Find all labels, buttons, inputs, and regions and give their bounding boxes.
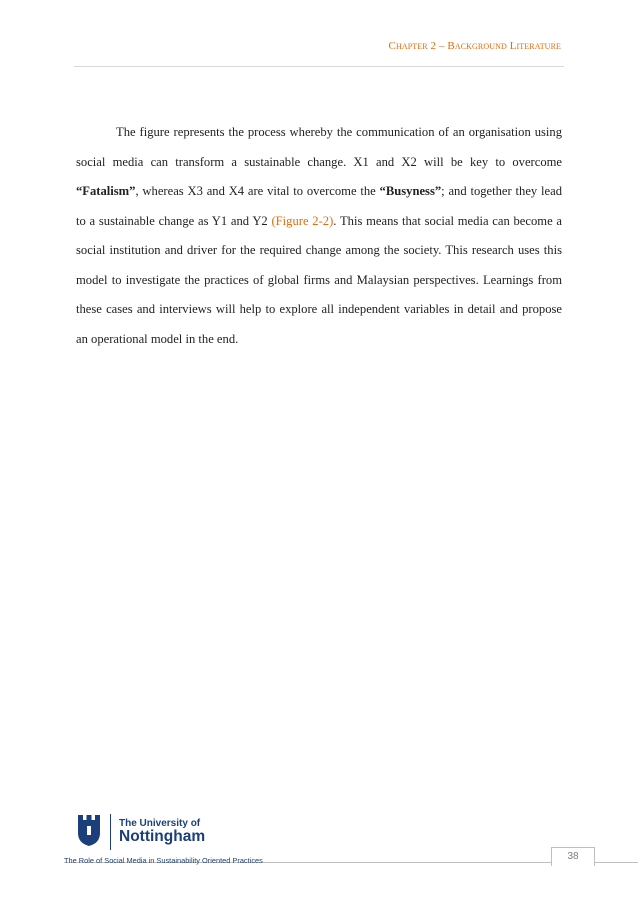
logo-line-2: Nottingham bbox=[119, 828, 206, 846]
logo-line-1: The University of bbox=[119, 817, 201, 829]
university-crest-icon bbox=[76, 813, 102, 852]
text-run-1: The figure represents the process whereby the communication of an organisation using social media can transform a sustainable change. X1 and X2 will be key to overcome bbox=[76, 125, 562, 169]
text-run-3: ; and together they lead to a sustainable change as Y1 and Y2 bbox=[76, 184, 562, 228]
thesis-title: The Role of Social Media in Sustainability Oriented Practices bbox=[64, 856, 263, 865]
body-paragraph bbox=[76, 118, 562, 354]
text-bold-busyness: “Busyness” bbox=[379, 184, 442, 198]
logo-divider bbox=[110, 814, 111, 850]
logo-wordmark bbox=[119, 819, 205, 846]
header-divider bbox=[74, 66, 564, 67]
text-run-2: , whereas X3 and X4 are vital to overcome the bbox=[135, 184, 380, 198]
text-bold-fatalism: “Fatalism” bbox=[76, 184, 136, 198]
text-run-4: . This means that social media can become a social institution and driver for the required change among the society. This research uses this model to investigate the practices of global firms and Malaysian perspectives. Learnings from these cases and interviews will help to explore all independent variables in detail and propose an operational model in the end. bbox=[76, 213, 562, 346]
figure-reference-link[interactable]: (Figure 2-2) bbox=[271, 213, 334, 228]
university-logo bbox=[76, 812, 205, 852]
page-number: 38 bbox=[551, 847, 595, 866]
running-header: Chapter 2 – Background Literature bbox=[388, 40, 561, 52]
